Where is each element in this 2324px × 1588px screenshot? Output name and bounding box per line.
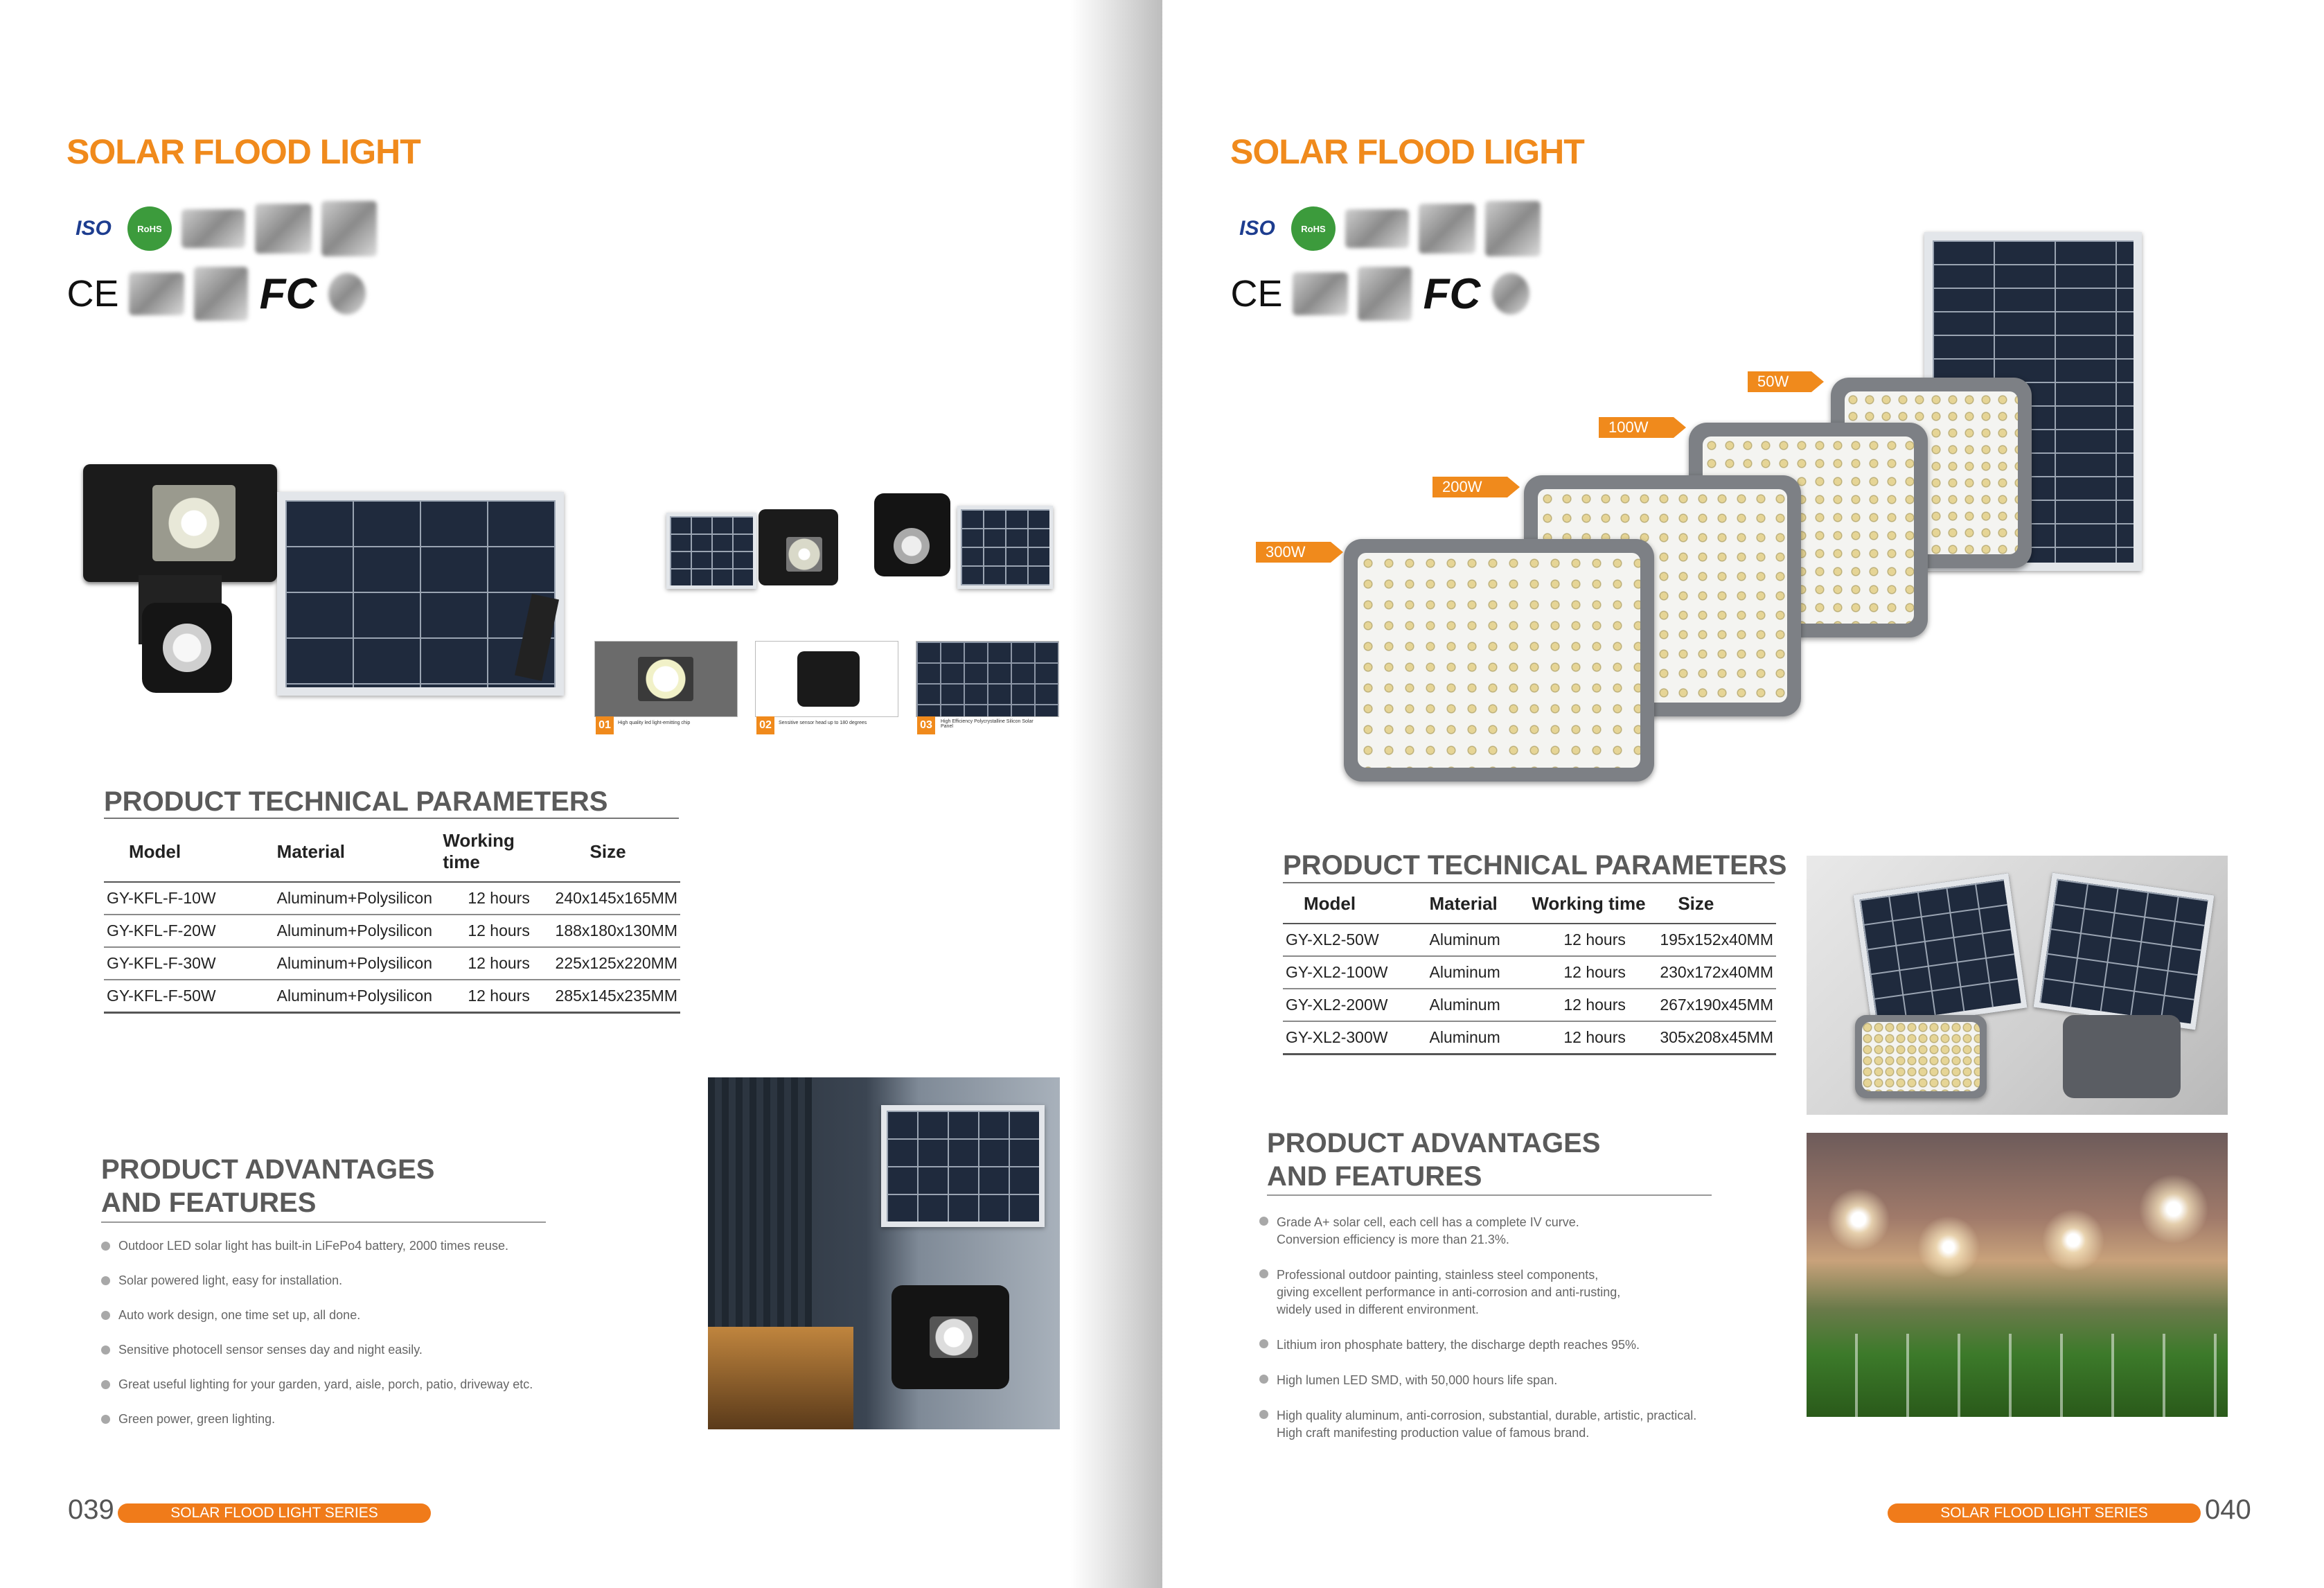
cell-model: GY-XL2-50W (1283, 924, 1410, 956)
feature-text: widely used in different environment. (1277, 1303, 1479, 1316)
iso-logo: ISO (1239, 217, 1275, 240)
fcc-logo: FC (259, 270, 317, 318)
table-row (104, 915, 680, 947)
heading-underline (1283, 882, 1775, 883)
cell-material: Aluminum (1410, 956, 1523, 989)
cell-working-time: 12 hours (440, 915, 541, 947)
features-list (1259, 1214, 1696, 1442)
certification-row-2 (66, 267, 366, 321)
flood-light-product-image (76, 464, 284, 693)
cell-working-time: 12 hours (440, 882, 541, 915)
params-table (104, 826, 680, 1014)
cell-size: 195x152x40MM (1650, 924, 1776, 956)
feature-text: Grade A+ solar cell, each cell has a complete IV curve. (1277, 1215, 1579, 1229)
rohs-logo: RoHS (1291, 206, 1336, 251)
list-item (101, 1273, 533, 1288)
feature-text: High lumen LED SMD, with 50,000 hours life span. (1277, 1373, 1558, 1387)
stadium-lighting-photo (1807, 1133, 2228, 1417)
book-spine-shadow (1070, 0, 1162, 1588)
list-item (1259, 1407, 1696, 1442)
bullet-icon (1259, 1410, 1268, 1419)
blurred-cert-logo (328, 273, 366, 315)
detail-thumb-solar-cells (916, 641, 1059, 717)
advantages-heading-line-1: PRODUCT ADVANTAGES (101, 1154, 435, 1185)
table-row (1283, 956, 1776, 989)
flood-light-300w-image (1344, 539, 1654, 782)
page-number: 039 (68, 1494, 114, 1525)
list-item (101, 1377, 533, 1392)
feature-text: giving excellent performance in anti-corrosion and anti-rusting, (1277, 1285, 1621, 1299)
page-number: 040 (2205, 1494, 2251, 1525)
bullet-icon (101, 1242, 110, 1251)
cell-size: 240x145x165MM (542, 882, 680, 915)
cell-working-time: 12 hours (1522, 989, 1650, 1021)
params-heading: PRODUCT TECHNICAL PARAMETERS (104, 786, 608, 817)
cell-working-time: 12 hours (1522, 924, 1650, 956)
feature-text: Solar powered light, easy for installation. (118, 1273, 343, 1287)
bullet-icon (101, 1380, 110, 1389)
series-label: SOLAR FLOOD LIGHT SERIES (118, 1503, 431, 1523)
feature-text: Professional outdoor painting, stainless steel components, (1277, 1268, 1599, 1282)
advantages-heading (101, 1153, 434, 1219)
feature-text: Outdoor LED solar light has built-in LiFePo4 battery, 2000 times reuse. (118, 1239, 508, 1253)
bullet-icon (101, 1415, 110, 1424)
thumb-caption: High quality led light-emitting chip (618, 721, 691, 725)
table-row (1283, 1021, 1776, 1055)
column-header: Material (1410, 889, 1523, 924)
list-item (1259, 1336, 1696, 1354)
bullet-icon (1259, 1375, 1268, 1384)
blurred-cert-logo (255, 204, 312, 254)
cell-working-time: 12 hours (440, 947, 541, 980)
features-list (101, 1239, 533, 1427)
cell-model: GY-XL2-200W (1283, 989, 1410, 1021)
bullet-icon (1259, 1269, 1268, 1278)
blurred-cert-logo (1492, 273, 1529, 315)
blurred-cert-logo (129, 272, 184, 315)
cell-model: GY-XL2-100W (1283, 956, 1410, 989)
blurred-cert-logo (1293, 272, 1348, 315)
cell-working-time: 12 hours (1522, 1021, 1650, 1055)
list-item (101, 1412, 533, 1427)
cell-size: 225x125x220MM (542, 947, 680, 980)
column-header: Size (1650, 889, 1776, 924)
cell-size: 305x208x45MM (1650, 1021, 1776, 1055)
certification-row-2 (1230, 267, 1529, 321)
cell-model: GY-XL2-300W (1283, 1021, 1410, 1055)
feature-text: Auto work design, one time set up, all done. (118, 1308, 361, 1322)
small-solar-panel-image (666, 513, 756, 589)
table-header-row (104, 826, 680, 882)
caption-number-badge: 03 (917, 716, 935, 734)
series-label: SOLAR FLOOD LIGHT SERIES (1888, 1503, 2201, 1523)
cell-material: Aluminum+Polysilicon (236, 980, 441, 1013)
list-item (101, 1239, 533, 1253)
heading-underline (1267, 1194, 1712, 1196)
rohs-logo: RoHS (127, 206, 172, 251)
column-header: Working time (1522, 889, 1650, 924)
feature-text: Conversion efficiency is more than 21.3%. (1277, 1233, 1509, 1246)
blurred-cert-logo (321, 201, 377, 256)
bullet-icon (101, 1276, 110, 1285)
table-row (104, 882, 680, 915)
blurred-cert-logo (1419, 204, 1475, 254)
table-row (104, 947, 680, 980)
wattage-tag-50w: 50W (1748, 371, 1811, 392)
feature-text: Lithium iron phosphate battery, the discharge depth reaches 95%. (1277, 1338, 1640, 1352)
column-header: Model (104, 826, 236, 882)
blurred-cert-logo (194, 267, 248, 321)
wattage-tag-300w: 300W (1256, 542, 1331, 563)
list-item (101, 1343, 533, 1357)
feature-text: High quality aluminum, anti-corrosion, substantial, durable, artistic, practical. (1277, 1409, 1697, 1422)
blurred-cert-logo (1345, 209, 1409, 248)
ce-logo: CE (1230, 273, 1283, 315)
params-table (1283, 889, 1776, 1055)
cell-working-time: 12 hours (1522, 956, 1650, 989)
heading-underline (104, 818, 679, 819)
column-header: Model (1283, 889, 1410, 924)
feature-text: High craft manifesting production value of famous brand. (1277, 1426, 1590, 1440)
column-header: Working time (440, 826, 541, 882)
right-page (1162, 0, 2324, 1588)
heading-underline (101, 1221, 546, 1223)
detail-thumb-led-chip (594, 641, 738, 717)
page-title: SOLAR FLOOD LIGHT (1230, 132, 1584, 171)
detail-thumb-sensor (755, 641, 898, 717)
blurred-cert-logo (1358, 267, 1412, 321)
cell-model: GY-KFL-F-30W (104, 947, 236, 980)
cell-material: Aluminum+Polysilicon (236, 915, 441, 947)
feature-text: Green power, green lighting. (118, 1412, 276, 1426)
small-sensor-light-image (874, 493, 950, 576)
cell-model: GY-KFL-F-20W (104, 915, 236, 947)
advantages-heading-line-2: AND FEATURES (101, 1188, 317, 1218)
advantages-heading (1267, 1127, 1600, 1193)
installation-product-photo (1807, 856, 2228, 1115)
table-header-row (1283, 889, 1776, 924)
table-row (1283, 924, 1776, 956)
table-row (104, 980, 680, 1013)
iso-logo: ISO (76, 217, 112, 240)
caption-number-badge: 01 (596, 716, 614, 734)
cell-working-time: 12 hours (440, 980, 541, 1013)
cell-material: Aluminum (1410, 924, 1523, 956)
cell-material: Aluminum (1410, 1021, 1523, 1055)
wattage-tag-200w: 200W (1432, 477, 1507, 497)
thumb-caption: High Efficiency Polycrystalline Silicon Solar Panel (941, 719, 1034, 729)
column-header: Material (236, 826, 441, 882)
params-heading: PRODUCT TECHNICAL PARAMETERS (1283, 850, 1787, 881)
column-header: Size (542, 826, 680, 882)
bullet-icon (101, 1346, 110, 1355)
list-item (1259, 1267, 1696, 1318)
list-item (101, 1308, 533, 1323)
cell-size: 188x180x130MM (542, 915, 680, 947)
ce-logo: CE (66, 273, 119, 315)
cell-model: GY-KFL-F-10W (104, 882, 236, 915)
advantages-heading-line-1: PRODUCT ADVANTAGES (1267, 1128, 1601, 1158)
cell-material: Aluminum+Polysilicon (236, 947, 441, 980)
certification-row-1 (69, 201, 377, 256)
cell-size: 285x145x235MM (542, 980, 680, 1013)
bullet-icon (1259, 1339, 1268, 1348)
list-item (1259, 1372, 1696, 1389)
table-row (1283, 989, 1776, 1021)
bullet-icon (1259, 1217, 1268, 1226)
blurred-cert-logo (181, 209, 245, 248)
list-item (1259, 1214, 1696, 1249)
feature-text: Sensitive photocell sensor senses day and night easily. (118, 1343, 423, 1357)
certification-row-1 (1233, 201, 1541, 256)
bullet-icon (101, 1311, 110, 1320)
left-page (0, 0, 1094, 1588)
small-solar-panel-image-2 (957, 506, 1053, 589)
cell-material: Aluminum (1410, 989, 1523, 1021)
cell-material: Aluminum+Polysilicon (236, 882, 441, 915)
fcc-logo: FC (1423, 270, 1481, 318)
thumb-caption: Sensitive sensor head up to 180 degrees (779, 721, 867, 725)
blurred-cert-logo (1485, 201, 1541, 256)
cell-model: GY-KFL-F-50W (104, 980, 236, 1013)
cell-size: 267x190x45MM (1650, 989, 1776, 1021)
feature-text: Great useful lighting for your garden, yard, aisle, porch, patio, driveway etc. (118, 1377, 533, 1391)
advantages-heading-line-2: AND FEATURES (1267, 1161, 1482, 1192)
small-flood-light-image (759, 509, 838, 585)
wattage-tag-100w: 100W (1599, 417, 1674, 438)
page-title: SOLAR FLOOD LIGHT (66, 132, 420, 171)
wall-mounted-light-photo (708, 1077, 1060, 1429)
cell-size: 230x172x40MM (1650, 956, 1776, 989)
caption-number-badge: 02 (756, 716, 774, 734)
